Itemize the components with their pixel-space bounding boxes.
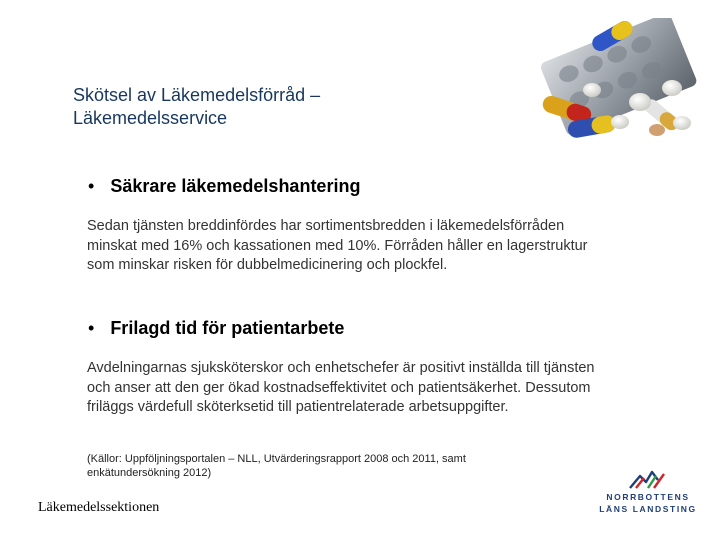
slide-title: Skötsel av Läkemedelsförråd – Läkemedelsservice xyxy=(73,85,321,128)
logo-text-line2: LÄNS LANDSTING xyxy=(599,504,697,514)
logo-text-line1: NORRBOTTENS xyxy=(606,492,690,502)
landsting-logo-mark xyxy=(628,468,668,490)
bullet-heading-1 xyxy=(88,176,360,197)
footer-department: Läkemedelssektionen xyxy=(38,500,160,515)
organization-logo xyxy=(598,468,698,518)
section-paragraph-1: Sedan tjänsten breddinfördes har sortimentsbredden i läkemedelsförråden minskat med 16% och kassationen med 10%. Förråden håller en lagerstruktur som minskar risken för dubbelmedicinering och plockfel. xyxy=(87,218,588,273)
section-paragraph-2: Avdelningarnas sjuksköterskor och enhetschefer är positivt inställda till tjänsten och anser att den ger ökad kostnadseffektivitet och patientsäkerhet. Dessutom friläggs värdefull sköterksetid till patientrelaterade arbetsuppgifter. xyxy=(87,360,595,415)
bullet-heading-2 xyxy=(88,318,344,339)
bullet-dot: • xyxy=(88,176,95,196)
pills-blister-pack-image xyxy=(522,18,707,148)
bullet-heading-text: Säkrare läkemedelshantering xyxy=(110,176,361,196)
bullet-heading-text: Frilagd tid för patientarbete xyxy=(110,318,345,338)
source-note: (Källor: Uppföljningsportalen – NLL, Utvärderingsrapport 2008 och 2011, samt enkätundersökning 2012) xyxy=(87,453,466,479)
bullet-dot: • xyxy=(88,318,95,338)
